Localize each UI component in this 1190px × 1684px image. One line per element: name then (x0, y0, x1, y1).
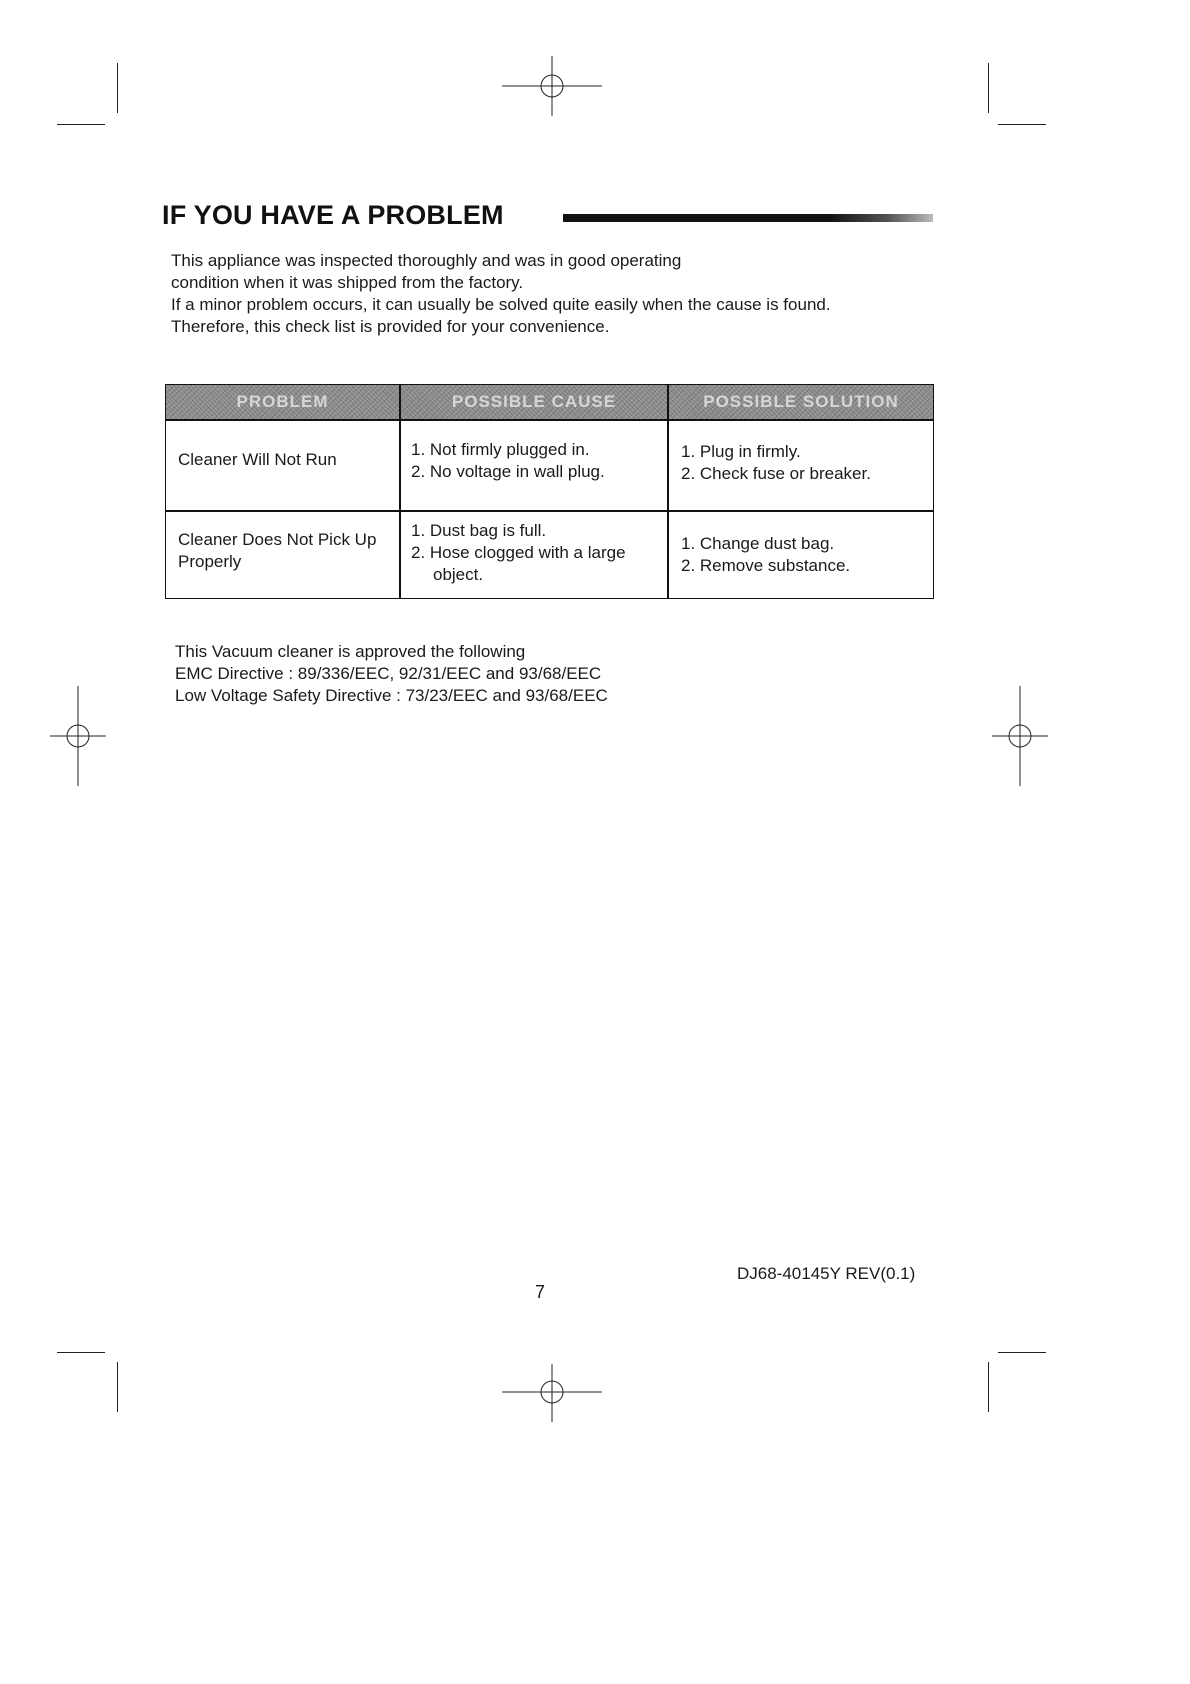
document-id: DJ68-40145Y REV(0.1) (737, 1264, 916, 1283)
solution-item: 1. Plug in firmly. (681, 442, 801, 461)
crop-mark-bottom-right-v (988, 1362, 989, 1412)
crop-mark-bottom-left-h (57, 1352, 105, 1353)
header-possible-solution: POSSIBLE SOLUTION (703, 392, 899, 411)
table-row-2-solution (681, 533, 850, 577)
cause-item: object. (433, 565, 484, 584)
crop-mark-top-right-v (988, 63, 989, 113)
approval-line: This Vacuum cleaner is approved the following (175, 642, 526, 661)
intro-line: Therefore, this check list is provided for your convenience. (171, 317, 610, 336)
table-column-divider (399, 385, 401, 598)
title-rule (563, 214, 933, 222)
solution-item: 2. Remove substance. (681, 556, 851, 575)
registration-mark-left (28, 686, 128, 786)
crop-mark-top-left-h (57, 124, 105, 125)
registration-mark-top (502, 46, 602, 146)
table-row-1-problem (178, 449, 337, 471)
intro-line: This appliance was inspected thoroughly and was in good operating (171, 251, 682, 270)
crop-mark-bottom-left-v (117, 1362, 118, 1412)
cause-item: 1. Dust bag is full. (411, 521, 547, 540)
crop-mark-bottom-right-h (998, 1352, 1046, 1353)
header-problem: PROBLEM (236, 392, 329, 411)
solution-item: 1. Change dust bag. (681, 534, 835, 553)
problem-text: Cleaner Does Not Pick Up (178, 530, 377, 549)
table-row-2-problem (178, 529, 376, 573)
approval-paragraph (175, 641, 608, 707)
table-row-1-solution (681, 441, 871, 485)
registration-mark-bottom (502, 1342, 602, 1442)
intro-paragraph (171, 250, 831, 338)
cause-item: 2. Hose clogged with a large (411, 543, 626, 562)
table-row-divider (166, 510, 933, 512)
page-title: IF YOU HAVE A PROBLEM (162, 200, 504, 230)
table-row-1-cause (411, 439, 605, 483)
table-row-divider (166, 419, 933, 421)
table-header-row (166, 385, 933, 419)
crop-mark-top-right-h (998, 124, 1046, 125)
table-row-2-cause (411, 520, 626, 586)
cause-item: 2. No voltage in wall plug. (411, 462, 605, 481)
intro-line: condition when it was shipped from the factory. (171, 273, 524, 292)
intro-line: If a minor problem occurs, it can usually be solved quite easily when the cause is found. (171, 295, 831, 314)
problem-text: Cleaner Will Not Run (178, 450, 337, 469)
solution-item: 2. Check fuse or breaker. (681, 464, 871, 483)
approval-line: Low Voltage Safety Directive : 73/23/EEC and 93/68/EEC (175, 686, 608, 705)
header-possible-cause: POSSIBLE CAUSE (451, 392, 617, 411)
cause-item: 1. Not firmly plugged in. (411, 440, 590, 459)
troubleshooting-table (165, 384, 934, 599)
registration-mark-right (970, 686, 1070, 786)
table-column-divider (667, 385, 669, 598)
problem-text: Properly (178, 552, 242, 571)
crop-mark-top-left-v (117, 63, 118, 113)
approval-line: EMC Directive : 89/336/EEC, 92/31/EEC and 93/68/EEC (175, 664, 602, 683)
page-number: 7 (535, 1282, 546, 1302)
